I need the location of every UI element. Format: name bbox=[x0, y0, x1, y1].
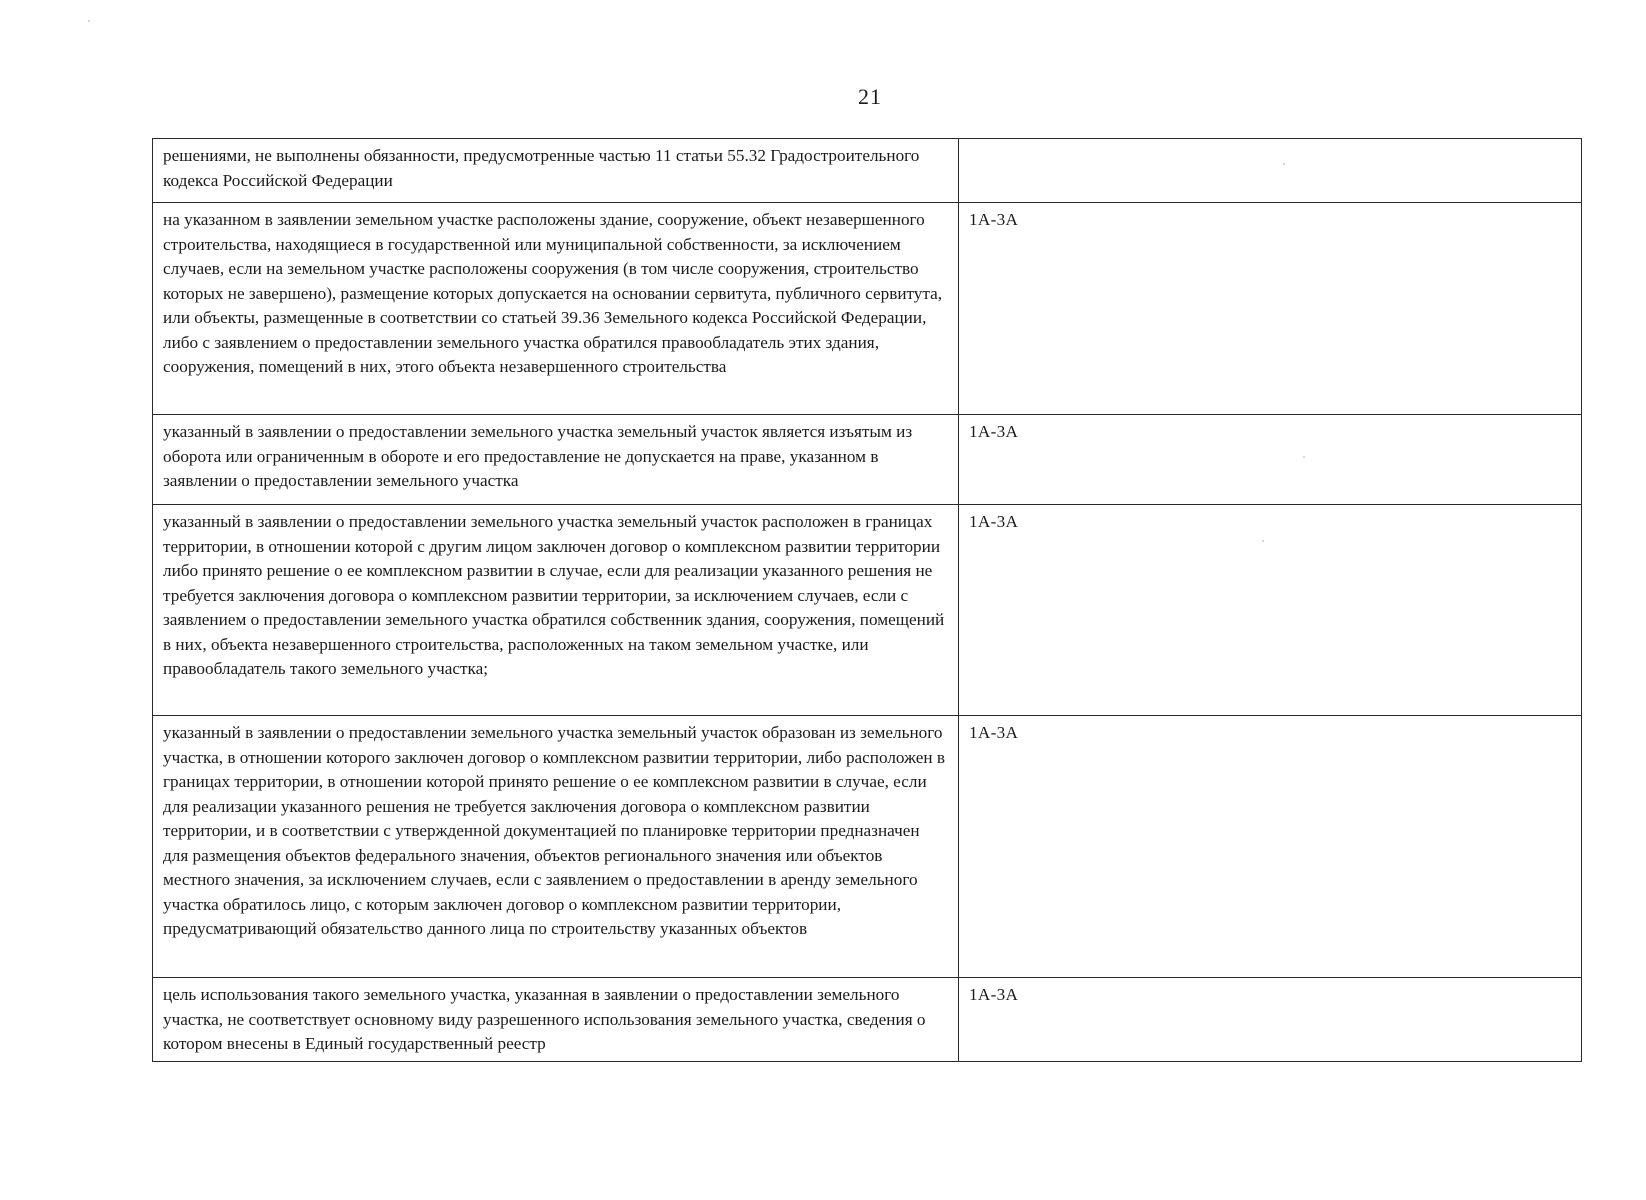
table-row bbox=[153, 716, 1582, 978]
page-number: 21 bbox=[858, 84, 882, 109]
table-row bbox=[153, 505, 1582, 716]
table-row bbox=[153, 139, 1582, 203]
requirements-table bbox=[152, 138, 1582, 1062]
scan-speck bbox=[88, 20, 90, 22]
code-cell bbox=[959, 139, 1582, 203]
code-cell: 1А-3А bbox=[959, 505, 1582, 716]
code-cell: 1А-3А bbox=[959, 978, 1582, 1062]
scan-speck bbox=[1283, 163, 1285, 165]
code-cell: 1А-3А bbox=[959, 203, 1582, 415]
scan-speck bbox=[1303, 456, 1305, 458]
condition-text-cell: цель использования такого земельного участка, указанная в заявлении о предоставлении земельного участка, не соответствует основному виду разрешенного использования земельного участка, сведения о котором внесены в Единый государственный реестр bbox=[153, 978, 959, 1062]
condition-text-cell: указанный в заявлении о предоставлении земельного участка земельный участок является изъятым из оборота или ограниченным в обороте и его предоставление не допускается на праве, указанном в заявлении о предоставлении земельного участка bbox=[153, 415, 959, 505]
table-row bbox=[153, 415, 1582, 505]
table-row bbox=[153, 203, 1582, 415]
code-cell: 1А-3А bbox=[959, 716, 1582, 978]
condition-text-cell: указанный в заявлении о предоставлении земельного участка земельный участок расположен в границах территории, в отношении которой с другим лицом заключен договор о комплексном развитии территории либо принято решение о ее комплексном развитии в случае, если для реализации указанного решения не требуется заключения договора о комплексном развитии территории, за исключением случаев, если с заявлением о предоставлении земельного участка обратился собственник здания, сооружения, помещений в них, объекта незавершенного строительства, расположенных на таком земельном участке, или правообладатель такого земельного участка; bbox=[153, 505, 959, 716]
code-cell: 1А-3А bbox=[959, 415, 1582, 505]
table-row bbox=[153, 978, 1582, 1062]
condition-text-cell: решениями, не выполнены обязанности, предусмотренные частью 11 статьи 55.32 Градостроительного кодекса Российской Федерации bbox=[153, 139, 959, 203]
condition-text-cell: на указанном в заявлении земельном участке расположены здание, сооружение, объект незавершенного строительства, находящиеся в государственной или муниципальной собственности, за исключением случаев, если на земельном участке расположены сооружения (в том числе сооружения, строительство которых не завершено), размещение которых допускается на основании сервитута, публичного сервитута, или объекты, размещенные в соответствии со статьей 39.36 Земельного кодекса Российской Федерации, либо с заявлением о предоставлении земельного участка обратился правообладатель этих здания, сооружения, помещений в них, этого объекта незавершенного строительства bbox=[153, 203, 959, 415]
condition-text-cell: указанный в заявлении о предоставлении земельного участка земельный участок образован из земельного участка, в отношении которого заключен договор о комплексном развитии территории, либо расположен в границах территории, в отношении которой принято решение о ее комплексном развитии в случае, если для реализации указанного решения не требуется заключения договора о комплексном развитии территории, и в соответствии с утвержденной документацией по планировке территории предназначен для размещения объектов федерального значения, объектов регионального значения или объектов местного значения, за исключением случаев, если с заявлением о предоставлении в аренду земельного участка обратилось лицо, с которым заключен договор о комплексном развитии территории, предусматривающий обязательство данного лица по строительству указанных объектов bbox=[153, 716, 959, 978]
scan-speck bbox=[1262, 540, 1264, 542]
